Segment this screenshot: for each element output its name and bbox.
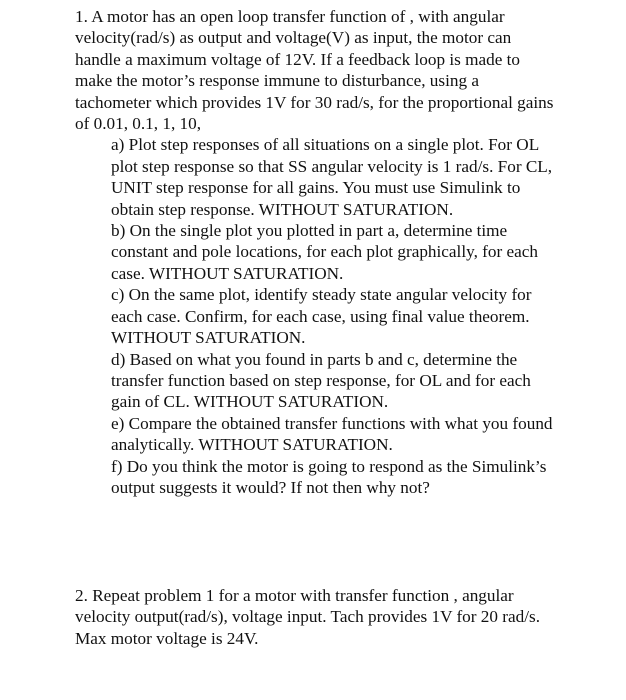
- part-a: a) Plot step responses of all situations on a single plot. For OL plot step response so that SS angular velocity is 1 rad/s. For CL, UNIT step response for all gains. You must use Simulink to obtain step response. WITHOUT SATURATION.: [111, 135, 553, 219]
- part-c: c) On the same plot, identify steady state angular velocity for each case. Confirm, for each case, using final value theorem. WITHOUT SATURATION.: [111, 285, 532, 348]
- problem-1-statement: 1. A motor has an open loop transfer function of , with angular velocity(rad/s) as output and voltage(V) as input, the motor can handle a maximum voltage of 12V. If a feedback loop is made to make the motor’s response immune to disturbance, using a tachometer which provides 1V for 30 rad/s, for the proportional gains of 0.01, 0.1, 1, 10,: [75, 7, 554, 134]
- part-e: e) Compare the obtained transfer functions with what you found analytically. WITHOUT SATURATION.: [111, 413, 553, 455]
- part-b: b) On the single plot you plotted in part a, determine time constant and pole locations, for each plot graphically, for each case. WITHOUT SATURATION.: [111, 221, 538, 283]
- problem-1: [75, 6, 555, 498]
- problem-2: [75, 585, 555, 649]
- part-d: d) Based on what you found in parts b and c, determine the transfer function based on step response, for OL and for each gain of CL. WITHOUT SATURATION.: [111, 349, 531, 412]
- problem-1-parts: [75, 134, 555, 498]
- part-f: f) Do you think the motor is going to respond as the Simulink’s output suggests it would? If not then why not?: [111, 456, 547, 497]
- problem-2-statement: 2. Repeat problem 1 for a motor with transfer function , angular velocity output(rad/s), voltage input. Tach provides 1V for 20 rad/s. Max motor voltage is 24V.: [75, 586, 540, 648]
